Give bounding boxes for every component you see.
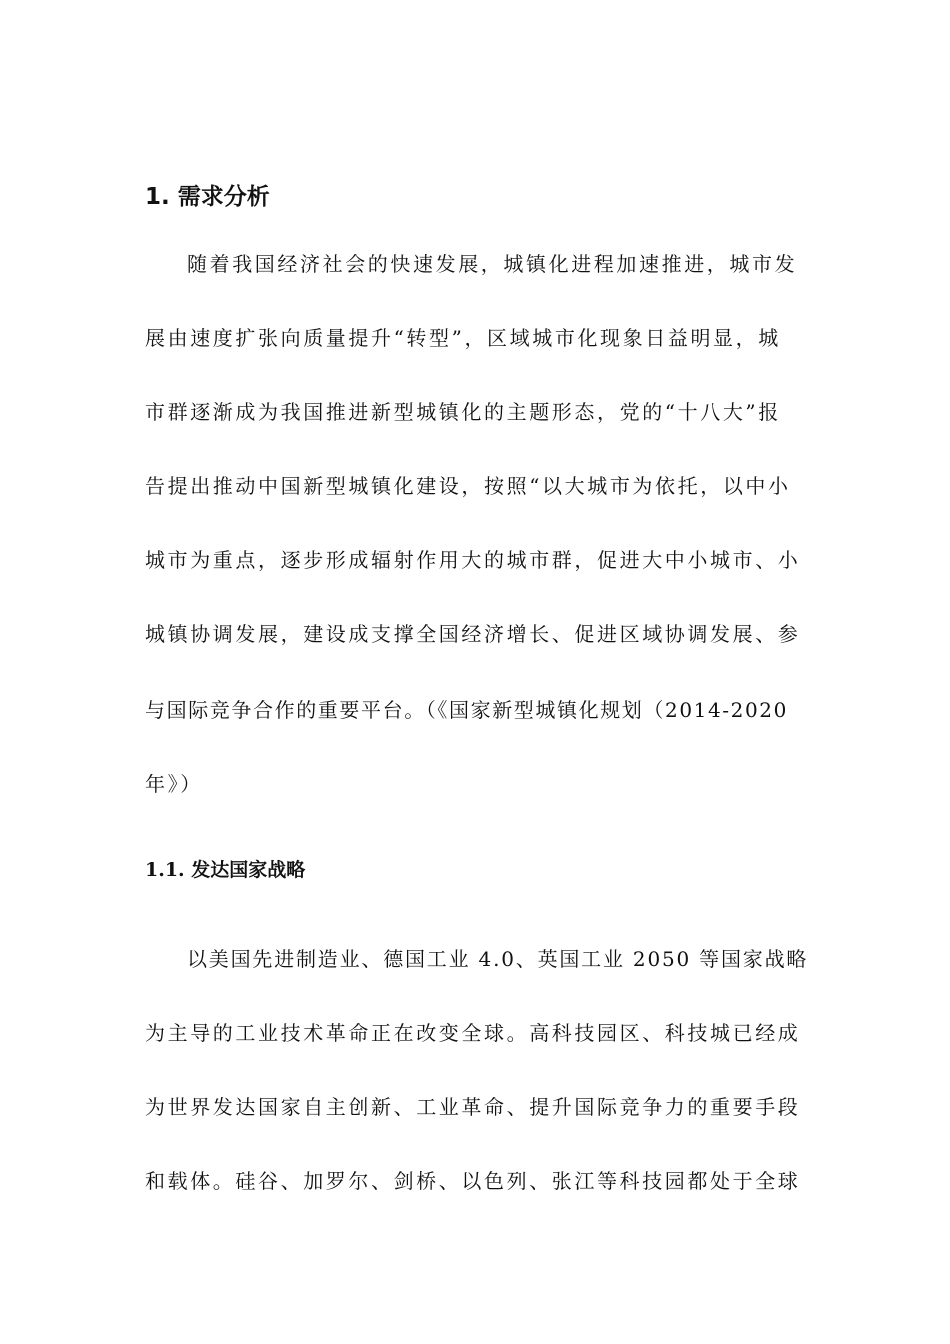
paragraph-line: 展由速度扩张向质量提升“转型”，区域城市化现象日益明显，城 bbox=[145, 326, 781, 350]
paragraph-line: 年》） bbox=[145, 772, 203, 796]
paragraph-line: 以美国先进制造业、德国工业 4.0、英国工业 2050 等国家战略 bbox=[187, 947, 809, 971]
paragraph-line: 为主导的工业技术革命正在改变全球。高科技园区、科技城已经成 bbox=[145, 1021, 801, 1045]
paragraph-line: 和载体。硅谷、加罗尔、剑桥、以色列、张江等科技园都处于全球 bbox=[145, 1169, 801, 1193]
paragraph-line: 市群逐渐成为我国推进新型城镇化的主题形态，党的“十八大”报 bbox=[145, 400, 781, 424]
section-heading-demand-analysis: 1. 需求分析 bbox=[145, 184, 270, 210]
paragraph-line: 随着我国经济社会的快速发展，城镇化进程加速推进，城市发 bbox=[187, 252, 798, 276]
paragraph-line: 城镇协调发展，建设成支撑全国经济增长、促进区域协调发展、参 bbox=[145, 622, 801, 646]
paragraph-line: 为世界发达国家自主创新、工业革命、提升国际竞争力的重要手段 bbox=[145, 1095, 801, 1119]
paragraph-line: 与国际竞争合作的重要平台。（《国家新型城镇化规划（2014-2020 bbox=[145, 698, 788, 722]
section-heading-developed-countries-strategy: 1.1. 发达国家战略 bbox=[145, 859, 306, 881]
paragraph-line: 告提出推动中国新型城镇化建设，按照“以大城市为依托，以中小 bbox=[145, 474, 791, 498]
paragraph-line: 城市为重点，逐步形成辐射作用大的城市群，促进大中小城市、小 bbox=[145, 548, 801, 572]
